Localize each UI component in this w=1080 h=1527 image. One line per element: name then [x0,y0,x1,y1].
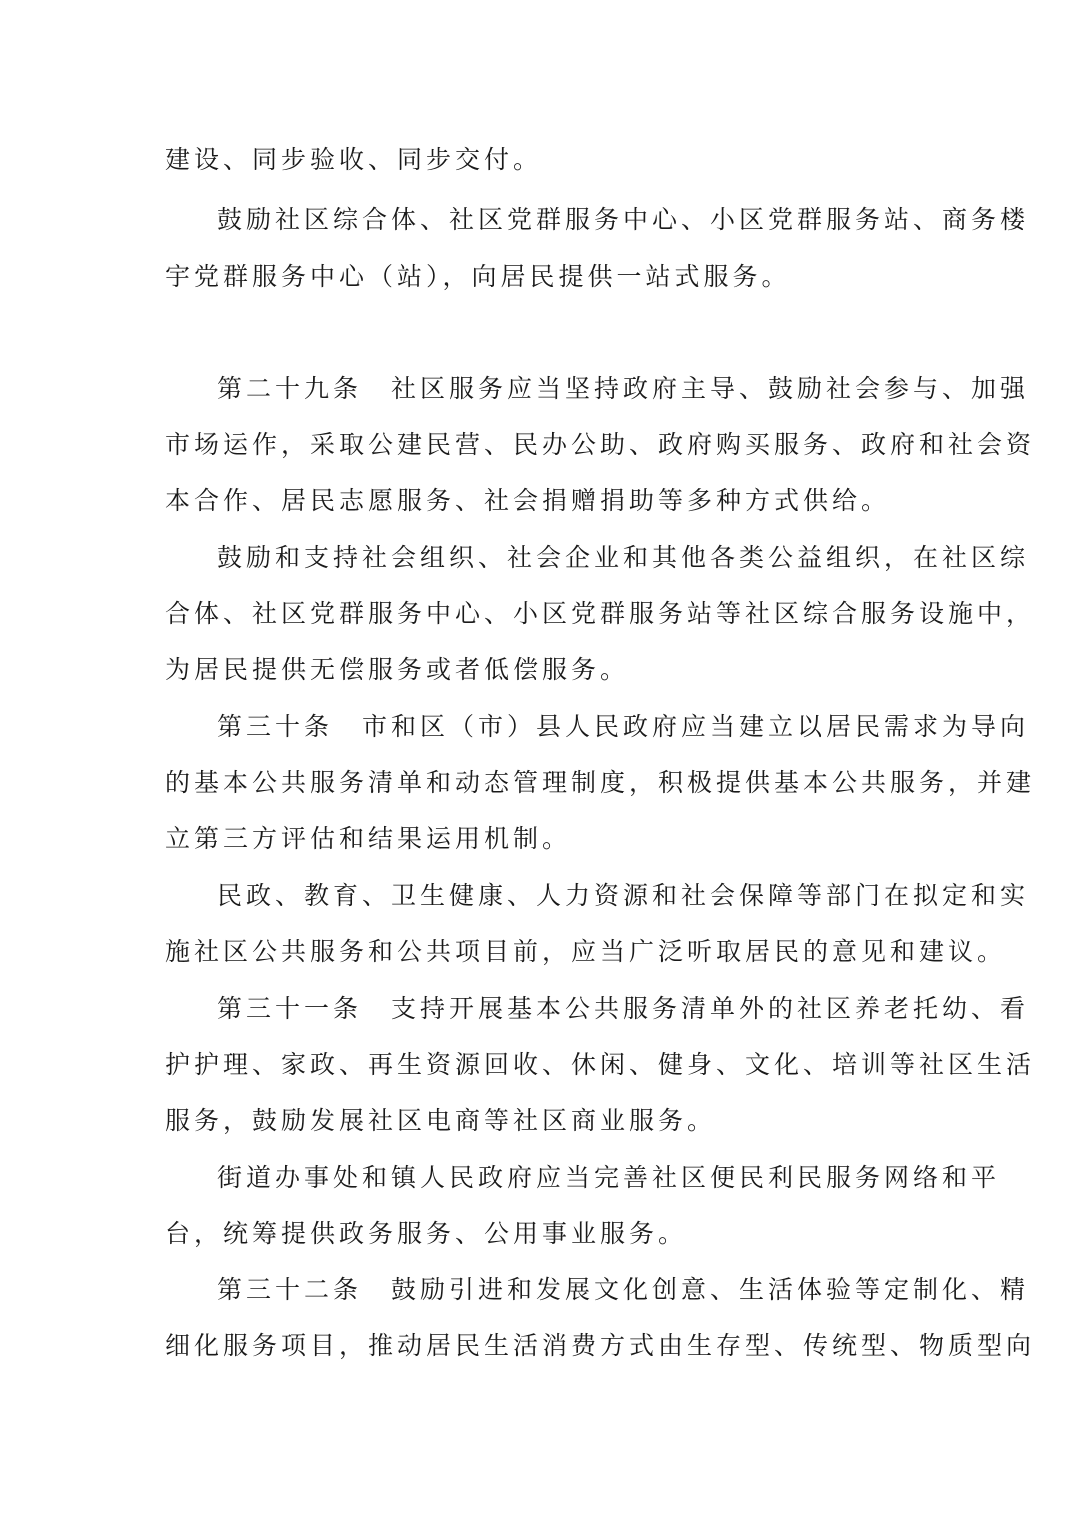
text-line: 鼓励和支持社会组织、社会企业和其他各类公益组织，在社区综 [217,543,1030,572]
text-line: 服务，鼓励发展社区电商等社区商业服务。 [165,1106,717,1135]
text-line: 第三十一条 支持开展基本公共服务清单外的社区养老托幼、看 [217,994,1030,1023]
text-line: 的基本公共服务清单和动态管理制度，积极提供基本公共服务，并建 [165,768,1036,797]
text-line: 护护理、家政、再生资源回收、休闲、健身、文化、培训等社区生活 [165,1050,1036,1079]
text-line: 宇党群服务中心（站），向居民提供一站式服务。 [165,262,791,291]
text-line: 施社区公共服务和公共项目前，应当广泛听取居民的意见和建议。 [165,937,1007,966]
text-line: 为居民提供无偿服务或者低偿服务。 [165,655,630,684]
text-line: 第二十九条 社区服务应当坚持政府主导、鼓励社会参与、加强 [217,374,1030,403]
text-line: 本合作、居民志愿服务、社会捐赠捐助等多种方式供给。 [165,486,891,515]
text-line: 街道办事处和镇人民政府应当完善社区便民利民服务网络和平 [217,1163,1001,1192]
text-line: 建设、同步验收、同步交付。 [165,145,543,174]
text-line: 民政、教育、卫生健康、人力资源和社会保障等部门在拟定和实 [217,881,1030,910]
text-line: 合体、社区党群服务中心、小区党群服务站等社区综合服务设施中， [165,599,1036,628]
text-line: 细化服务项目，推动居民生活消费方式由生存型、传统型、物质型向 [165,1331,1036,1360]
text-line: 台，统筹提供政务服务、公用事业服务。 [165,1219,688,1248]
text-line: 第三十条 市和区（市）县人民政府应当建立以居民需求为导向 [217,712,1030,741]
text-line: 鼓励社区综合体、社区党群服务中心、小区党群服务站、商务楼 [217,205,1030,234]
text-line: 市场运作，采取公建民营、民办公助、政府购买服务、政府和社会资 [165,430,1036,459]
text-line: 立第三方评估和结果运用机制。 [165,824,572,853]
text-line: 第三十二条 鼓励引进和发展文化创意、生活体验等定制化、精 [217,1275,1030,1304]
